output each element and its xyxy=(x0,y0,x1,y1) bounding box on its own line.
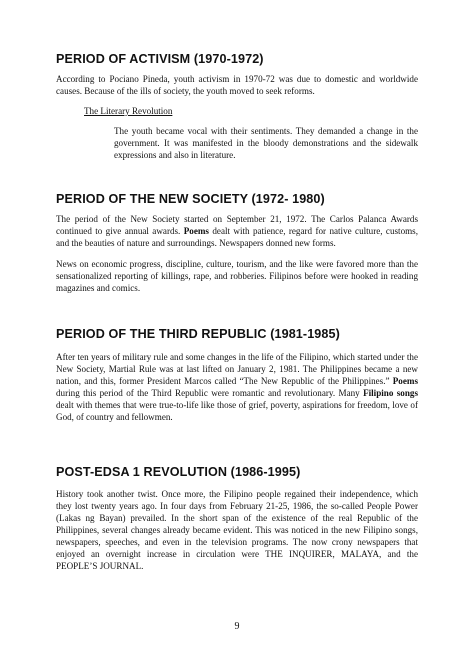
new-society-paragraph-1 xyxy=(56,213,418,249)
third-republic-paragraph xyxy=(56,351,418,423)
new-society-text-a: The period of the New Society started on September 21, 1972. The Carlos Palanca Awards continued to give annual awards. xyxy=(56,214,418,236)
literary-revolution-paragraph: The youth became vocal with their sentiments. They demanded a change in the government. It was manifested in the bloody demonstrations and the sidewalk expressions and also in literature. xyxy=(114,126,418,160)
section-heading-activism: PERIOD OF ACTIVISM (1970-1972) xyxy=(56,52,264,66)
document-page xyxy=(56,52,418,572)
third-republic-text-b: during this period of the Third Republic were romantic and revolutionary. Many xyxy=(56,388,360,398)
post-edsa-paragraph: History took another twist. Once more, the Filipino people regained their independence, which they lost twenty years ago. In four days from February 21-25, 1986, the so-called People Power (Lakas ng Bayan) prevailed. In the short span of the existence of the real Republic of the Philippines, several changes already became evident. This was noticed in the new Filipino songs, newspapers, speeches, and even in the television programs. The now crony newspapers that enjoyed an overnight increase in circulation were THE INQUIRER, MALAYA, and the PEOPLE’S JOURNAL. xyxy=(56,489,418,571)
section-heading-new-society: PERIOD OF THE NEW SOCIETY (1972- 1980) xyxy=(56,192,325,206)
new-society-text-b: dealt with patience, regard for native culture, customs, and the beauties of nature and surroundings. Newspapers donned new forms. xyxy=(56,226,418,248)
section-heading-post-edsa: POST-EDSA 1 REVOLUTION (1986-1995) xyxy=(56,465,301,479)
section-heading-third-republic: PERIOD OF THE THIRD REPUBLIC (1981-1985) xyxy=(56,327,340,341)
new-society-bold-poems: Poems xyxy=(183,226,209,236)
literary-revolution-subheading: The Literary Revolution xyxy=(84,106,173,116)
new-society-paragraph-2: News on economic progress, discipline, culture, tourism, and the like were favored more than the sensationalized reporting of killings, rape, and robberies. Filipinos before were hooked in reading magazines and comics. xyxy=(56,259,418,293)
page-number: 9 xyxy=(234,621,240,632)
third-republic-text-c: dealt with themes that were true-to-life like those of grief, poverty, aspirations for freedom, love of God, of country and fellowmen. xyxy=(56,400,418,422)
third-republic-bold-songs: Filipino songs xyxy=(363,388,418,398)
third-republic-text-a: After ten years of military rule and some changes in the life of the Filipino, which started under the New Society, Martial Rule was at last lifted on January 2, 1981. The Philippines became a new nation, and this, former President Marcos called “The New Republic of the Philippines.” xyxy=(56,352,418,386)
activism-intro-paragraph: According to Pociano Pineda, youth activism in 1970-72 was due to domestic and worldwide causes. Because of the ills of society, the youth moved to seek reforms. xyxy=(56,74,418,96)
third-republic-bold-poems: Poems xyxy=(392,376,418,386)
